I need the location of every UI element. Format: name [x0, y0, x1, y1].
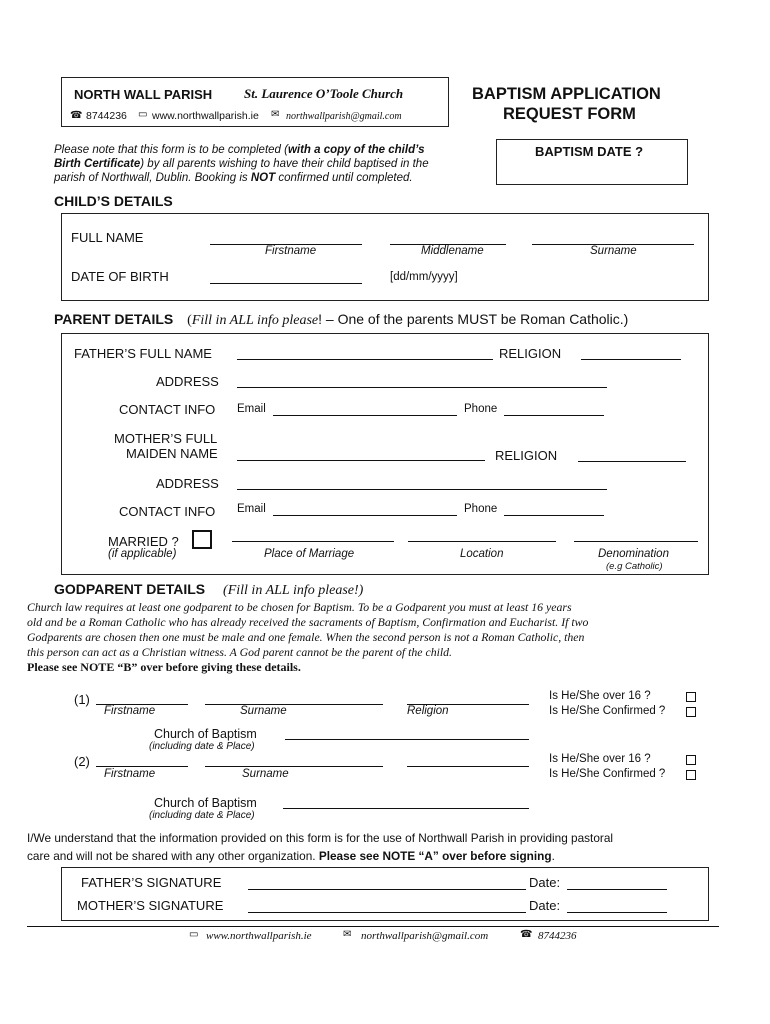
- godparent1-confirmed-label: Is He/She Confirmed ?: [549, 705, 666, 717]
- mother-email-input[interactable]: [273, 501, 455, 515]
- father-contact-label: CONTACT INFO: [119, 402, 216, 417]
- note-text: confirmed until completed.: [275, 172, 413, 184]
- marriage-location-input[interactable]: [408, 527, 554, 541]
- married-if-applicable: (if applicable): [108, 548, 177, 560]
- marriage-place-line: [232, 541, 394, 542]
- note-bold: with a copy of the child’s: [287, 144, 425, 156]
- godparent1-firstname-input[interactable]: [96, 690, 186, 704]
- father-name-label: FATHER’S FULL NAME: [74, 346, 212, 361]
- child-details-box: [61, 213, 709, 301]
- mother-date-line: [567, 912, 667, 913]
- father-date-input[interactable]: [567, 875, 665, 889]
- father-email-label: Email: [237, 403, 266, 415]
- father-date-line: [567, 889, 667, 890]
- church-name: St. Laurence O’Toole Church: [244, 86, 404, 101]
- mother-name-label-line2: MAIDEN NAME: [126, 446, 218, 461]
- godparent1-surname-caption: Surname: [240, 705, 287, 717]
- mother-address-label: ADDRESS: [156, 476, 219, 491]
- envelope-icon: ✉: [343, 929, 352, 940]
- phone-icon: ☎: [70, 110, 83, 121]
- father-address-line: [237, 387, 607, 388]
- mother-signature-line: [248, 912, 526, 913]
- consent-line2: [27, 849, 555, 863]
- note-text: parish of Northwall, Dublin. Booking is: [54, 172, 251, 184]
- child-middlename-input[interactable]: [390, 230, 504, 244]
- mother-phone-label: Phone: [464, 503, 498, 515]
- marriage-place-caption: Place of Marriage: [264, 548, 355, 560]
- godparent2-surname-line: [205, 766, 383, 767]
- godparent2-surname-caption: Surname: [242, 768, 289, 780]
- father-date-label: Date:: [529, 875, 561, 890]
- parent-heading-text: PARENT DETAILS: [54, 311, 174, 327]
- godparent-heading: [54, 581, 363, 599]
- godparent2-firstname-line: [96, 766, 188, 767]
- parish-name: NORTH WALL PARISH: [74, 87, 213, 102]
- child-surname-caption: Surname: [590, 245, 637, 257]
- note-text: ) by all parents wishing to have their child baptised in the: [140, 158, 429, 170]
- father-phone-line: [504, 415, 604, 416]
- godparent1-church-line: [285, 739, 529, 740]
- marriage-location-caption: Location: [460, 548, 504, 560]
- footer-email[interactable]: northwallparish@gmail.com: [361, 930, 489, 942]
- godparent1-number: (1): [74, 692, 90, 707]
- child-firstname-caption: Firstname: [265, 245, 317, 257]
- envelope-icon: ✉: [271, 109, 280, 120]
- godparent2-confirmed-checkbox[interactable]: [686, 770, 696, 780]
- parent-catholic-note: ! – One of the parents MUST be Roman Catholic.): [318, 311, 629, 327]
- mother-email-label: Email: [237, 503, 266, 515]
- godparent2-confirmed-label: Is He/She Confirmed ?: [549, 768, 666, 780]
- godparent2-religion-line: [407, 766, 529, 767]
- baptism-date-box[interactable]: [496, 139, 688, 185]
- child-middlename-caption: Middlename: [421, 245, 484, 257]
- godparent2-firstname-input[interactable]: [96, 752, 186, 766]
- godparent-para-line1: Church law requires at least one godparent to be chosen for Baptism. To be a Godparent you must at least 16 years: [27, 600, 572, 614]
- godparent1-firstname-caption: Firstname: [104, 705, 156, 717]
- consent-note-a: Please see NOTE “A” over before signing: [318, 849, 552, 863]
- father-phone-input[interactable]: [504, 401, 602, 415]
- footer-website[interactable]: www.northwallparish.ie: [206, 930, 312, 942]
- married-label: MARRIED ?: [108, 534, 179, 549]
- father-name-input[interactable]: [237, 345, 491, 359]
- mother-phone-input[interactable]: [504, 501, 602, 515]
- father-email-input[interactable]: [273, 401, 455, 415]
- header-email[interactable]: northwallparish@gmail.com: [286, 111, 402, 122]
- mother-contact-label: CONTACT INFO: [119, 504, 216, 519]
- father-address-label: ADDRESS: [156, 374, 219, 389]
- note-bold: NOT: [250, 172, 276, 184]
- intro-note-line1: [54, 144, 424, 156]
- godparent1-surname-input[interactable]: [205, 690, 381, 704]
- mother-signature-input[interactable]: [248, 898, 524, 912]
- godparent2-religion-input[interactable]: [407, 752, 527, 766]
- father-signature-input[interactable]: [248, 875, 524, 889]
- baptism-date-label: BAPTISM DATE ?: [535, 144, 644, 159]
- mother-religion-label: RELIGION: [495, 448, 558, 463]
- father-signature-label: FATHER’S SIGNATURE: [81, 875, 222, 890]
- denomination-line: [574, 541, 698, 542]
- header-website[interactable]: www.northwallparish.ie: [152, 110, 259, 122]
- consent-text: .: [551, 849, 555, 863]
- child-surname-input[interactable]: [532, 230, 692, 244]
- godparent2-church-input[interactable]: [283, 794, 527, 808]
- marriage-place-input[interactable]: [232, 527, 392, 541]
- mother-religion-line: [578, 461, 686, 462]
- father-address-input[interactable]: [237, 373, 605, 387]
- footer-phone: 8744236: [538, 930, 577, 942]
- godparent-para-line3: Godparents are chosen then one must be male and one female. When the second person is not a Roman Catholic, then: [27, 630, 585, 644]
- child-details-heading: CHILD’S DETAILS: [54, 193, 173, 209]
- godparent2-over16-label: Is He/She over 16 ?: [549, 753, 651, 765]
- godparent1-church-caption: (including date & Place): [149, 741, 255, 752]
- marriage-location-line: [408, 541, 556, 542]
- parent-details-heading: [54, 311, 628, 329]
- mother-religion-input[interactable]: [578, 447, 684, 461]
- godparent1-surname-line: [205, 704, 383, 705]
- father-phone-label: Phone: [464, 403, 498, 415]
- godparent1-religion-caption: Religion: [407, 705, 449, 717]
- father-name-line: [237, 359, 493, 360]
- godparent-note-b: Please see NOTE “B” over before giving these details.: [27, 660, 301, 674]
- header-box: [61, 77, 449, 127]
- computer-icon: ▭: [138, 109, 148, 120]
- child-dob-line: [210, 283, 362, 284]
- godparent2-church-line: [283, 808, 529, 809]
- godparent2-firstname-caption: Firstname: [104, 768, 156, 780]
- child-dob-input[interactable]: [210, 269, 360, 283]
- parent-fill-note: Fill in ALL info please: [191, 313, 319, 328]
- mother-signature-label: MOTHER’S SIGNATURE: [77, 898, 224, 913]
- father-religion-line: [581, 359, 681, 360]
- godparent1-church-input[interactable]: [285, 725, 527, 739]
- mother-address-line: [237, 489, 607, 490]
- godparent2-church-caption: (including date & Place): [149, 810, 255, 821]
- mother-name-label-line1: MOTHER’S FULL: [114, 431, 218, 446]
- mother-phone-line: [504, 515, 604, 516]
- godparent-fill-note: (Fill in ALL info please!): [223, 583, 364, 598]
- godparent1-church-label: Church of Baptism: [154, 727, 257, 741]
- consent-text: care and will not be shared with any other organization.: [27, 849, 319, 863]
- godparent1-over16-checkbox[interactable]: [686, 692, 696, 702]
- child-firstname-input[interactable]: [210, 230, 360, 244]
- child-dob-format: [dd/mm/yyyy]: [390, 271, 458, 283]
- consent-line1: I/We understand that the information provided on this form is for the use of Northwall Parish in providing pastoral: [27, 831, 613, 845]
- father-signature-line: [248, 889, 526, 890]
- parent-details-box: [61, 333, 709, 575]
- note-bold: Birth Certificate: [54, 158, 141, 170]
- father-religion-label: RELIGION: [499, 346, 562, 361]
- godparent1-confirmed-checkbox[interactable]: [686, 707, 696, 717]
- child-dob-label: DATE OF BIRTH: [71, 269, 169, 284]
- child-full-name-label: FULL NAME: [71, 230, 144, 245]
- godparent2-surname-input[interactable]: [205, 752, 381, 766]
- godparent2-church-label: Church of Baptism: [154, 796, 257, 810]
- computer-icon: ▭: [189, 929, 199, 940]
- mother-address-input[interactable]: [237, 475, 605, 489]
- denomination-example: (e.g Catholic): [606, 561, 663, 572]
- signature-box: [61, 867, 709, 921]
- godparent2-over16-checkbox[interactable]: [686, 755, 696, 765]
- godparent2-number: (2): [74, 754, 90, 769]
- header-phone: 8744236: [86, 110, 127, 122]
- mother-name-line: [237, 460, 485, 461]
- intro-note-line2: [54, 158, 429, 170]
- godparent-para-line2: old and be a Roman Catholic who has already received the sacraments of Baptism, Confirmation and Eucharist. If two: [27, 615, 589, 629]
- mother-email-line: [273, 515, 457, 516]
- father-email-line: [273, 415, 457, 416]
- married-checkbox[interactable]: [192, 530, 212, 549]
- phone-icon: ☎: [520, 929, 533, 940]
- godparent1-religion-input[interactable]: [407, 690, 527, 704]
- form-title-line1: BAPTISM APPLICATION: [472, 85, 661, 103]
- denomination-caption: Denomination: [598, 548, 669, 560]
- paren: (: [187, 313, 192, 328]
- godparent-para-line4: this person can act as a Christian witness. A God parent cannot be the parent of the child.: [27, 645, 452, 659]
- intro-note-line3: [54, 172, 413, 184]
- mother-name-input[interactable]: [237, 446, 483, 460]
- godparent-heading-text: GODPARENT DETAILS: [54, 581, 206, 597]
- father-religion-input[interactable]: [581, 345, 679, 359]
- mother-date-label: Date:: [529, 898, 561, 913]
- note-text: Please note that this form is to be completed (: [54, 144, 288, 156]
- denomination-input[interactable]: [574, 527, 696, 541]
- form-title-line2: REQUEST FORM: [503, 105, 636, 123]
- footer-divider: [27, 926, 719, 927]
- mother-date-input[interactable]: [567, 898, 665, 912]
- baptism-date-input[interactable]: [517, 164, 667, 178]
- godparent1-over16-label: Is He/She over 16 ?: [549, 690, 651, 702]
